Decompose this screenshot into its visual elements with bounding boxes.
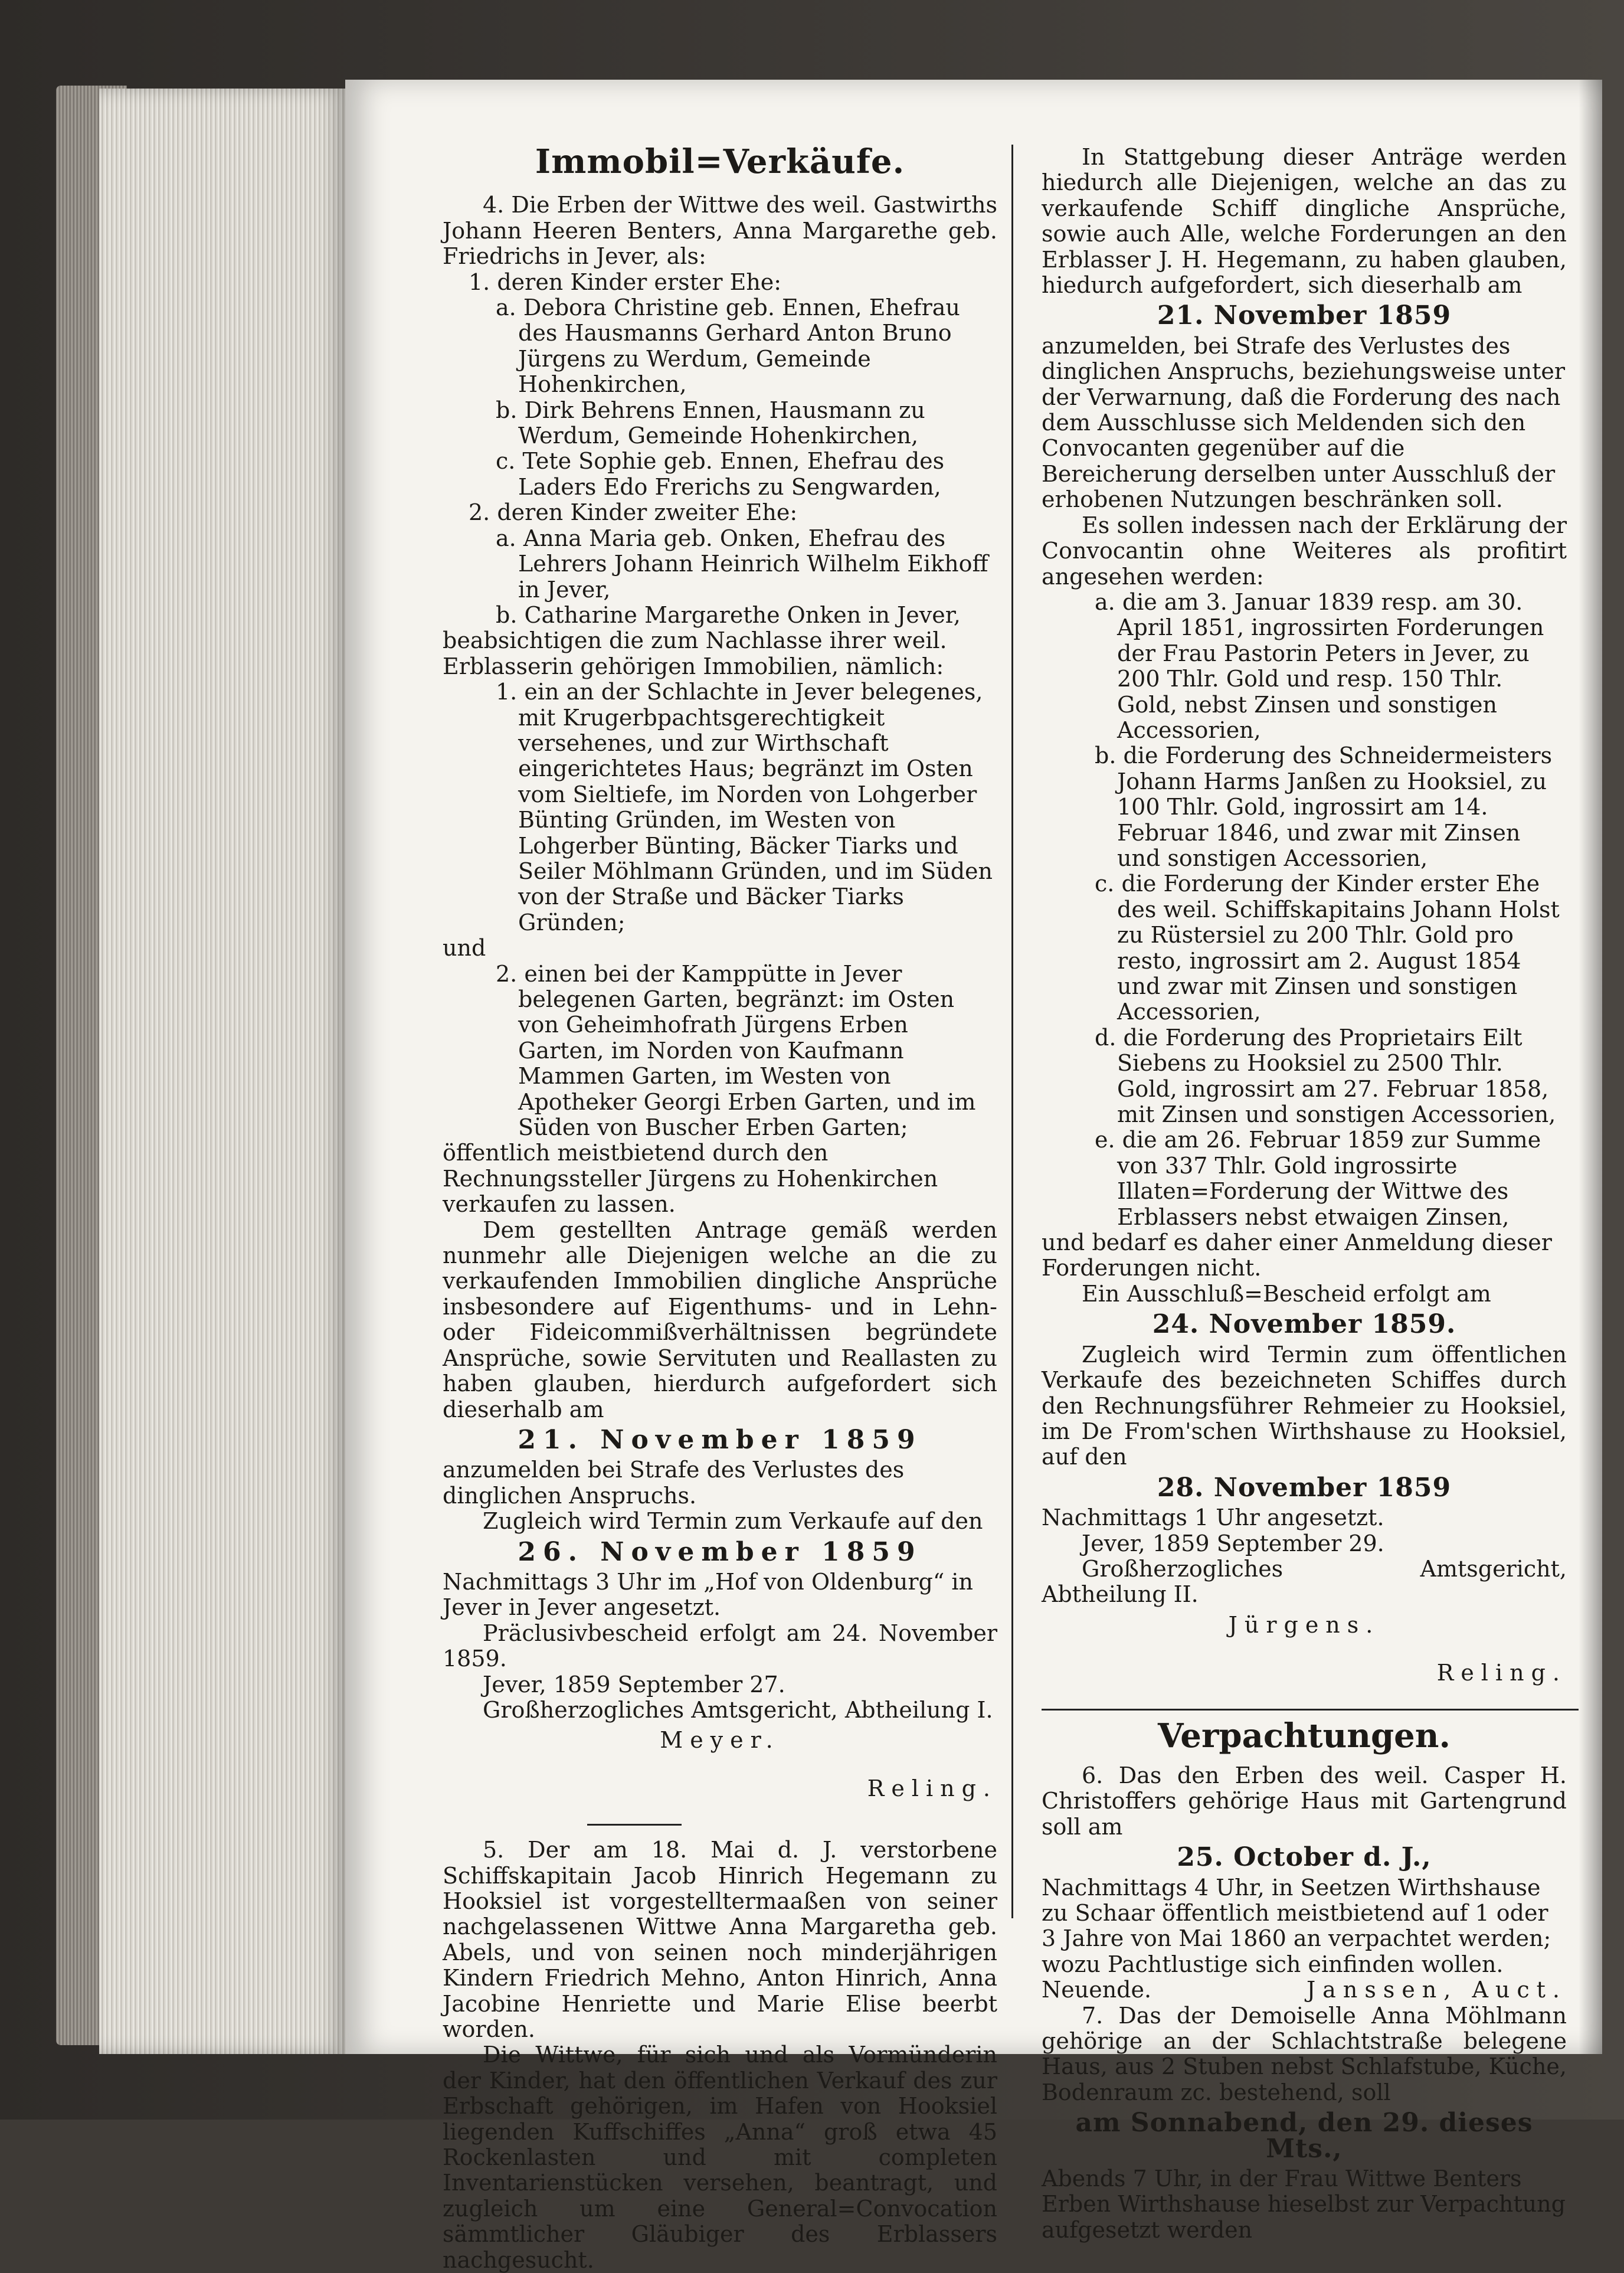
heir-1c: c. Tete Sophie geb. Ennen, Ehefrau des Laders Edo Frerichs zu Sengwarden, [496, 448, 945, 500]
exempt-intro: Es sollen indessen nach der Erklärung der Convocantin ohne Weiteres als profitirt angesehen werden: [1042, 512, 1567, 590]
claim-c: c. die Forderung der Kinder erster Ehe des weil. Schiffskapitains Johann Holst zu Rüstersiel zu 200 Thlr. Gold pro resto, ingrossirt am 2. August 1854 und zwar mit Zinsen und sonstigen Accessorien, [1095, 871, 1560, 1025]
notice-7-intro: 7. Das der Demoiselle Anna Möhlmann gehörige an der Schlachtstraße belegene Haus, aus 2 Stuben nebst Schlafstube, Küche, Bodenraum zc. bestehend, soll [1042, 2002, 1567, 2105]
left-column [443, 142, 997, 2273]
public-sale-text: öffentlich meistbietend durch den Rechnungssteller Jürgens zu Hohenkirchen verkaufen zu lassen. [443, 1140, 938, 1218]
notice-6-place: Neuende. [1042, 1977, 1152, 2003]
afternoon-text: Nachmittags 3 Uhr im „Hof von Oldenburg“ in Jever in Jever angesetzt. [443, 1568, 973, 1621]
date-28-november: 28. November 1859 [1157, 1472, 1452, 1503]
heir-1b: b. Dirk Behrens Ennen, Hausmann zu Werdum, Gemeinde Hohenkirchen, [496, 397, 925, 449]
signature-meyer: Meyer. [660, 1727, 780, 1754]
preclusion-text: Präclusivbescheid erfolgt am 24. November 1859. [443, 1620, 997, 1672]
section-heading-immobil: Immobil=Verkäufe. [535, 142, 905, 181]
exclusion-text: Ein Ausschluß=Bescheid erfolgt am [1082, 1280, 1491, 1307]
page-edge-shadow [1579, 80, 1602, 2054]
section-heading-verpachtungen: Verpachtungen. [1158, 1716, 1451, 1755]
property-1: 1. ein an der Schlachte in Jever belegenes, mit Krugerbpachtsgerechtigkeit versehenes, und zur Wirthschaft eingerichtetes Haus; begränzt im Osten vom Sieltiefe, im Norden von Lohgerber Bünting Gründen, im Westen von Lohgerber Bünting, Bäcker Tiarks und Seiler Möhlmann Gründen, und im Süden von der Straße und Bäcker Tiarks Gründen; [496, 679, 993, 936]
claim-a: a. die am 3. Januar 1839 resp. am 30. April 1851, ingrossirten Forderungen der Frau Pastorin Peters in Jever, zu 200 Thlr. Gold und resp. 150 Thlr. Gold, nebst Zinsen und sonstigen Accessorien, [1095, 588, 1544, 743]
notice-6-signature-row [1042, 1977, 1567, 2003]
signature-juergens: Jürgens. [1228, 1611, 1380, 1638]
section-rule [1042, 1709, 1579, 1711]
newspaper-page [345, 80, 1602, 2273]
notice-5-intro: 5. Der am 18. Mai d. J. verstorbene Schiffskapitain Jacob Hinrich Hegemann zu Hooksiel ist vorgestelltermaaßen von seiner nachgelassenen Wittwe Anna Margaretha geb. Abels, und von seinen noch minderjährigen Kindern Friedrich Mehno, Anton Hinrich, Anna Jacobine Henriette und Marie Elise beerbt worden. [443, 1837, 997, 2043]
date-25-october: 25. October d. J., [1177, 1842, 1432, 1873]
column-divider [1011, 145, 1013, 1918]
sale-term-text: Zugleich wird Termin zum Verkaufe auf den [483, 1508, 983, 1535]
notice-4-intro: 4. Die Erben der Wittwe des weil. Gastwirths Johann Heeren Benters, Anna Margarethe geb. Friedrichs in Jever, als: [443, 192, 997, 270]
date-21-november: 21. November 1859 [518, 1424, 922, 1455]
notice-6-intro: 6. Das den Erben des weil. Casper H. Christoffers gehörige Haus mit Gartengrund soll am [1042, 1762, 1567, 1840]
page-edges [99, 89, 347, 2054]
heir-1a: a. Debora Christine geb. Ennen, Ehefrau des Hausmanns Gerhard Anton Bruno Jürgens zu Werdum, Gemeinde Hohenkirchen, [496, 295, 960, 398]
signature-reling-2: Reling. [1436, 1660, 1567, 1686]
claim-b: b. die Forderung des Schneidermeisters Johann Harms Janßen zu Hooksiel, zu 100 Thlr. Gold, ingrossirt am 14. Februar 1846, und zwar mit Zinsen und sonstigen Accessorien, [1095, 743, 1553, 871]
heir-2b: b. Catharine Margarethe Onken in Jever, [496, 601, 961, 628]
date-24-november: 24. November 1859. [1152, 1309, 1456, 1340]
court-1: Großherzogliches Amtsgericht, Abtheilung I. [483, 1696, 993, 1723]
heir-2a: a. Anna Maria geb. Onken, Ehefrau des Lehrers Johann Heinrich Wilhelm Eikhoff in Jever, [496, 525, 988, 603]
right-column [1042, 145, 1567, 2243]
place-date-1: Jever, 1859 September 27. [483, 1671, 785, 1698]
property-2: 2. einen bei der Kamppütte in Jever belegenen Garten, begränzt: im Osten von Geheimhofrath Jürgens Erben Garten, im Norden von Kaufmann Mammen Garten, im Westen von Apotheker Georgi Erben Garten, und im Süden von Buscher Erben Garten; [496, 960, 976, 1141]
heirs-first-marriage: 1. deren Kinder erster Ehe: [469, 269, 782, 295]
date-21-november-b: 21. November 1859 [1157, 300, 1452, 331]
ship-sale-text: Zugleich wird Termin zum öffentlichen Verkaufe des bezeichneten Schiffes durch den Rechnungsführer Rehmeier zu Hooksiel, im De From'schen Wirthshause zu Hooksiel, auf den [1042, 1341, 1567, 1470]
heirs-second-marriage: 2. deren Kinder zweiter Ehe: [469, 499, 798, 526]
separator-rule [587, 1824, 682, 1826]
register-text: anzumelden bei Strafe des Verlustes des dinglichen Anspruchs. [443, 1457, 905, 1509]
signature-reling-1: Reling. [867, 1775, 997, 1801]
claim-d: d. die Forderung des Proprietairs Eilt Siebens zu Hooksiel zu 2500 Thlr. Gold, ingrossirt am 27. Februar 1858, mit Zinsen und sonstigen Accessorien, [1095, 1024, 1556, 1128]
und-text: und [443, 935, 486, 961]
date-26-november: 26. November 1859 [518, 1536, 922, 1567]
afternoon-1-text: Nachmittags 1 Uhr angesetzt. [1042, 1505, 1384, 1531]
convocation-text: In Stattgebung dieser Anträge werden hiedurch alle Diejenigen, welche an das zu verkaufende Schiff dingliche Ansprüche, sowie auch Alle, welche Forderungen an den Erblasser J. H. Hegemann, zu haben glauben, hiedurch aufgefordert, sich dieserhalb am [1042, 144, 1567, 299]
place-date-2: Jever, 1859 September 29. [1082, 1530, 1384, 1556]
no-registration-text: und bedarf es daher einer Anmeldung dieser Forderungen nicht. [1042, 1229, 1552, 1281]
court-2: Großherzogliches Amtsgericht, Abtheilung II. [1042, 1555, 1567, 1608]
widow-request: Die Wittwe, für sich und als Vormünderin der Kinder, hat den öffentlichen Verkauf des zur Erbschaft gehörigen, im Hafen von Hooksiel liegenden Kuffschiffes „Anna“ groß etwa 45 Rockenlasten und mit completen Inventarienstücken versehen, beantragt, und zugleich um eine General=Convocation sämmtlicher Gläubiger des Erblassers nachgesucht. [443, 2042, 997, 2273]
summons-text: Dem gestellten Antrage gemäß werden nunmehr alle Diejenigen welche an die zu verkaufenden Immobilien dingliche Ansprüche insbesondere auf Eigenthums- und in Lehn- oder Fideicommißverhältnissen begründete Ansprüche, sowie Servituten und Reallasten zu haben glauben, hierdurch aufgefordert sich dieserhalb am [443, 1216, 997, 1422]
intent-text: beabsichtigen die zum Nachlasse ihrer weil. Erblasserin gehörigen Immobilien, nämlich: [443, 627, 947, 679]
claims-text: anzumelden, bei Strafe des Verlustes des dinglichen Anspruchs, beziehungsweise unter der Verwarnung, daß die Forderung des nach dem Ausschlusse sich Meldenden sich den Convocanten gegenüber auf die Bereicherung derselben unter Ausschluß der erhobenen Nutzungen beschränken soll. [1042, 332, 1566, 513]
date-sonnabend: am Sonnabend, den 29. dieses Mts., [1075, 2108, 1533, 2164]
claim-e: e. die am 26. Februar 1859 zur Summe von 337 Thlr. Gold ingrossirte Illaten=Forderung der Wittwe des Erblassers nebst etwaigen Zinsen, [1095, 1127, 1541, 1230]
notice-6-signature: Janssen, Auct. [1306, 1977, 1567, 2003]
notice-6-details: Nachmittags 4 Uhr, in Seetzen Wirthshause zu Schaar öffentlich meistbietend auf 1 oder 3 Jahre von Mai 1860 an verpachtet werden; wozu Pachtlustige sich einfinden wollen. [1042, 1874, 1551, 1977]
notice-7-details: Abends 7 Uhr, in der Frau Wittwe Benters Erben Wirthshause hieselbst zur Verpachtung aufgesetzt werden [1042, 2166, 1566, 2243]
